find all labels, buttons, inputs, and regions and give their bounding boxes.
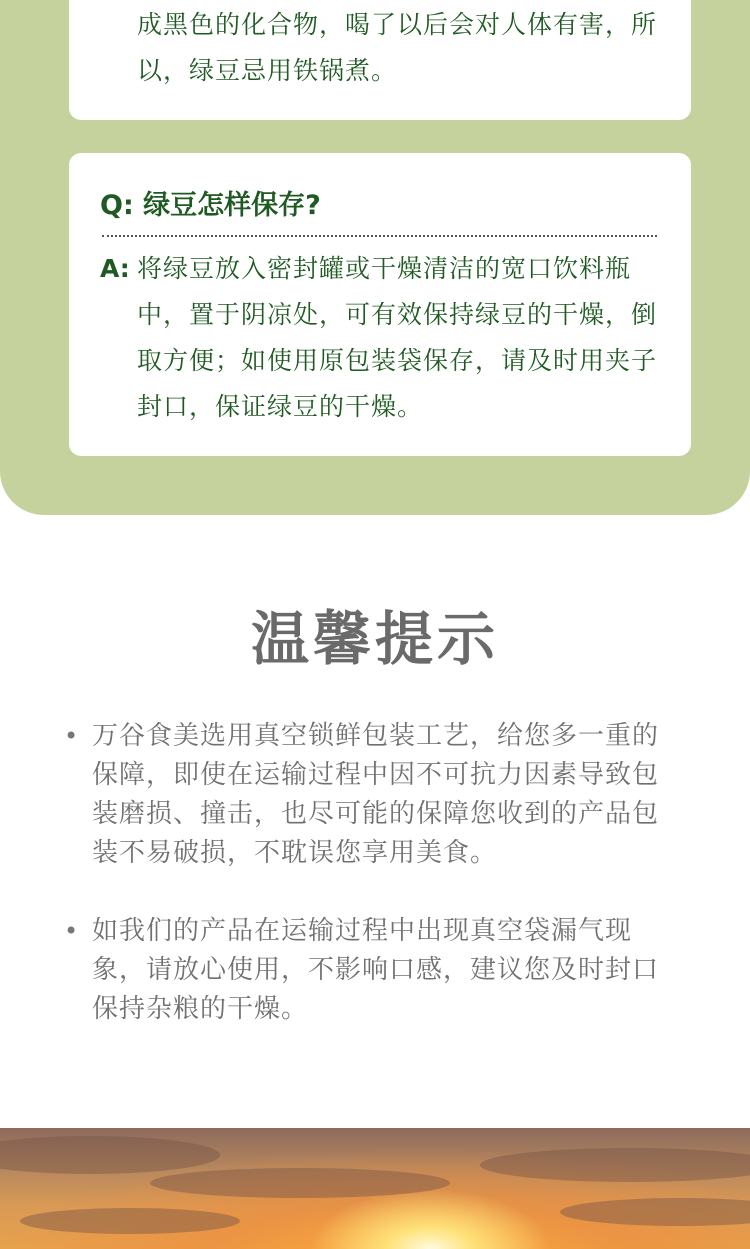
- tip-text: 如我们的产品在运输过程中出现真空袋漏气现象，请放心使用，不影响口感，建议您及时封口保持杂粮的干燥。: [92, 916, 660, 1024]
- faq-previous-answer-text: 成黑色的化合物，喝了以后会对人体有害，所以，绿豆忌用铁锅煮。: [137, 10, 658, 85]
- cloud-shape: [20, 1208, 240, 1234]
- faq-divider: [102, 235, 657, 237]
- tip-text: 万谷食美选用真空锁鲜包装工艺，给您多一重的保障，即使在运输过程中因不可抗力因素导致包装磨损、撞击，也尽可能的保障您收到的产品包装不易破损，不耽误您享用美食。: [92, 721, 660, 868]
- faq-question: Q: 绿豆怎样保存?: [100, 190, 321, 221]
- faq-answer-label: A:: [100, 254, 130, 283]
- bullet-icon: •: [64, 917, 79, 945]
- bullet-icon: •: [64, 722, 79, 750]
- faq-answer-text: 将绿豆放入密封罐或干燥清洁的宽口饮料瓶中，置于阴凉处，可有效保持绿豆的干燥，倒取方便；如使用原包装袋保存，请及时用夹子封口，保证绿豆的干燥。: [137, 254, 658, 421]
- cloud-shape: [560, 1198, 750, 1226]
- cloud-shape: [150, 1168, 450, 1198]
- faq-card-storage: [69, 153, 691, 456]
- cloud-shape: [0, 1136, 220, 1174]
- sunset-banner-image: [0, 1128, 750, 1249]
- tips-title: 温馨提示: [250, 605, 499, 673]
- faq-section: [0, 0, 750, 515]
- cloud-shape: [480, 1148, 750, 1182]
- faq-card-previous: [69, 0, 691, 120]
